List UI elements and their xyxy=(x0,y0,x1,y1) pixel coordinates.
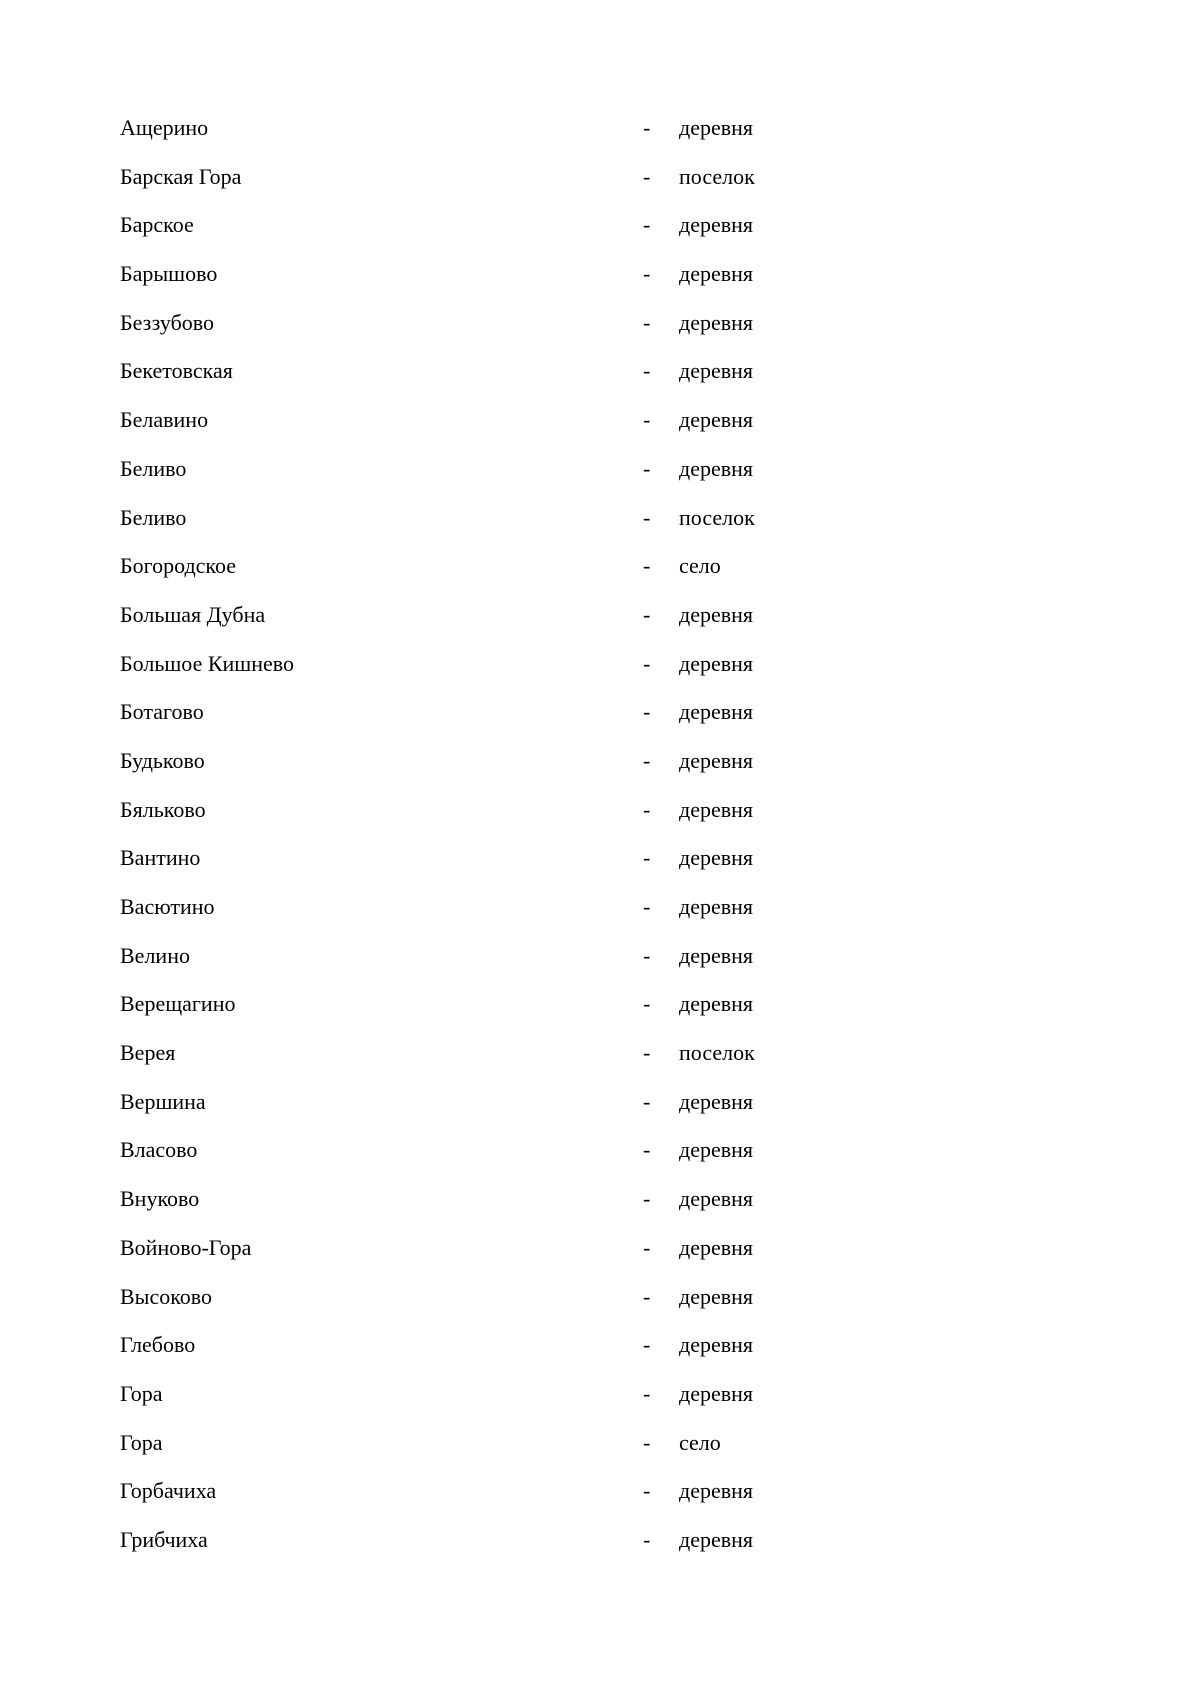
settlement-type: деревня xyxy=(679,1478,754,1504)
list-item xyxy=(120,1277,1020,1326)
settlement-type: деревня xyxy=(679,261,754,287)
separator-dash: - xyxy=(643,309,651,335)
separator-dash: - xyxy=(643,358,651,384)
settlement-name: Васютино xyxy=(120,894,215,919)
settlement-name: Вершина xyxy=(120,1088,206,1114)
separator-dash: - xyxy=(643,504,651,530)
settlement-type: деревня xyxy=(679,115,754,140)
list-item xyxy=(120,644,1020,693)
settlement-type: деревня xyxy=(679,1088,754,1114)
separator-dash: - xyxy=(643,747,651,773)
separator-dash: - xyxy=(643,601,651,627)
settlement-name: Верея xyxy=(120,1040,176,1066)
list-item xyxy=(120,351,1020,400)
settlement-type: поселок xyxy=(679,504,755,530)
settlement-type: деревня xyxy=(679,212,754,238)
separator-dash: - xyxy=(643,212,651,238)
settlement-type: деревня xyxy=(679,894,754,919)
list-item xyxy=(120,1179,1020,1228)
list-item xyxy=(120,400,1020,449)
separator-dash: - xyxy=(643,796,651,822)
list-item xyxy=(120,887,1020,936)
settlement-type: деревня xyxy=(679,1137,754,1163)
settlement-type: поселок xyxy=(679,1040,755,1066)
settlement-name: Большая Дубна xyxy=(120,601,266,627)
separator-dash: - xyxy=(643,650,651,676)
list-item xyxy=(120,984,1020,1033)
separator-dash: - xyxy=(643,845,651,871)
settlement-type: деревня xyxy=(679,747,754,773)
settlement-name: Ащерино xyxy=(120,115,209,140)
settlement-name: Ботагово xyxy=(120,699,204,725)
separator-dash: - xyxy=(643,1380,651,1406)
settlement-type: деревня xyxy=(679,309,754,335)
separator-dash: - xyxy=(643,1429,651,1455)
separator-dash: - xyxy=(643,894,651,919)
list-item xyxy=(120,595,1020,644)
settlement-name: Власово xyxy=(120,1137,198,1163)
list-item xyxy=(120,546,1020,595)
settlement-list xyxy=(120,108,1020,1569)
settlement-type: деревня xyxy=(679,1234,754,1260)
settlement-name: Верещагино xyxy=(120,991,236,1017)
separator-dash: - xyxy=(643,942,651,968)
list-item xyxy=(120,838,1020,887)
settlement-type: деревня xyxy=(679,407,754,433)
settlement-type: деревня xyxy=(679,1332,754,1358)
settlement-name: Гора xyxy=(120,1380,163,1406)
list-item xyxy=(120,1325,1020,1374)
settlement-name: Высоково xyxy=(120,1283,213,1309)
list-item xyxy=(120,157,1020,206)
list-item xyxy=(120,1130,1020,1179)
settlement-type: село xyxy=(679,1429,721,1455)
list-item xyxy=(120,936,1020,985)
list-item xyxy=(120,1374,1020,1423)
list-item xyxy=(120,205,1020,254)
settlement-type: деревня xyxy=(679,358,754,384)
settlement-type: село xyxy=(679,553,721,579)
settlement-type: деревня xyxy=(679,942,754,968)
separator-dash: - xyxy=(643,407,651,433)
separator-dash: - xyxy=(643,115,651,140)
settlement-type: деревня xyxy=(679,601,754,627)
settlement-type: деревня xyxy=(679,1526,754,1552)
list-item xyxy=(120,741,1020,790)
settlement-type: деревня xyxy=(679,796,754,822)
settlement-name: Глебово xyxy=(120,1332,196,1358)
separator-dash: - xyxy=(643,699,651,725)
list-item xyxy=(120,1520,1020,1569)
settlement-type: деревня xyxy=(679,1380,754,1406)
settlement-name: Вантино xyxy=(120,845,201,871)
settlement-name: Горбачиха xyxy=(120,1478,217,1504)
list-item xyxy=(120,449,1020,498)
settlement-name: Гора xyxy=(120,1429,163,1455)
settlement-type: деревня xyxy=(679,845,754,871)
separator-dash: - xyxy=(643,1088,651,1114)
settlement-type: деревня xyxy=(679,455,754,481)
settlement-name: Барышово xyxy=(120,261,218,287)
settlement-name: Будьково xyxy=(120,747,205,773)
list-item xyxy=(120,1423,1020,1472)
separator-dash: - xyxy=(643,553,651,579)
settlement-name: Белавино xyxy=(120,407,209,433)
list-item xyxy=(120,790,1020,839)
settlement-name: Барская Гора xyxy=(120,163,242,189)
settlement-name: Беззубово xyxy=(120,309,214,335)
settlement-type: поселок xyxy=(679,163,755,189)
settlement-name: Беливо xyxy=(120,504,187,530)
separator-dash: - xyxy=(643,991,651,1017)
settlement-type: деревня xyxy=(679,699,754,725)
separator-dash: - xyxy=(643,455,651,481)
settlement-name: Бяльково xyxy=(120,796,206,822)
list-item xyxy=(120,692,1020,741)
settlement-name: Беливо xyxy=(120,455,187,481)
settlement-type: деревня xyxy=(679,650,754,676)
settlement-name: Внуково xyxy=(120,1186,200,1212)
separator-dash: - xyxy=(643,1234,651,1260)
list-item xyxy=(120,1228,1020,1277)
settlement-name: Войново-Гора xyxy=(120,1234,252,1260)
settlement-name: Бекетовская xyxy=(120,358,233,384)
list-item xyxy=(120,498,1020,547)
separator-dash: - xyxy=(643,1283,651,1309)
separator-dash: - xyxy=(643,1478,651,1504)
settlement-name: Грибчиха xyxy=(120,1526,208,1552)
list-item xyxy=(120,1082,1020,1131)
list-item xyxy=(120,303,1020,352)
separator-dash: - xyxy=(643,261,651,287)
separator-dash: - xyxy=(643,163,651,189)
settlement-type: деревня xyxy=(679,1186,754,1212)
separator-dash: - xyxy=(643,1332,651,1358)
list-item xyxy=(120,1471,1020,1520)
list-item xyxy=(120,108,1020,157)
settlement-name: Богородское xyxy=(120,553,237,579)
settlement-name: Барское xyxy=(120,212,194,238)
settlement-name: Велино xyxy=(120,942,190,968)
separator-dash: - xyxy=(643,1186,651,1212)
separator-dash: - xyxy=(643,1526,651,1552)
list-item xyxy=(120,1033,1020,1082)
settlement-name: Большое Кишнево xyxy=(120,650,294,676)
separator-dash: - xyxy=(643,1040,651,1066)
list-item xyxy=(120,254,1020,303)
separator-dash: - xyxy=(643,1137,651,1163)
settlement-type: деревня xyxy=(679,1283,754,1309)
settlement-type: деревня xyxy=(679,991,754,1017)
